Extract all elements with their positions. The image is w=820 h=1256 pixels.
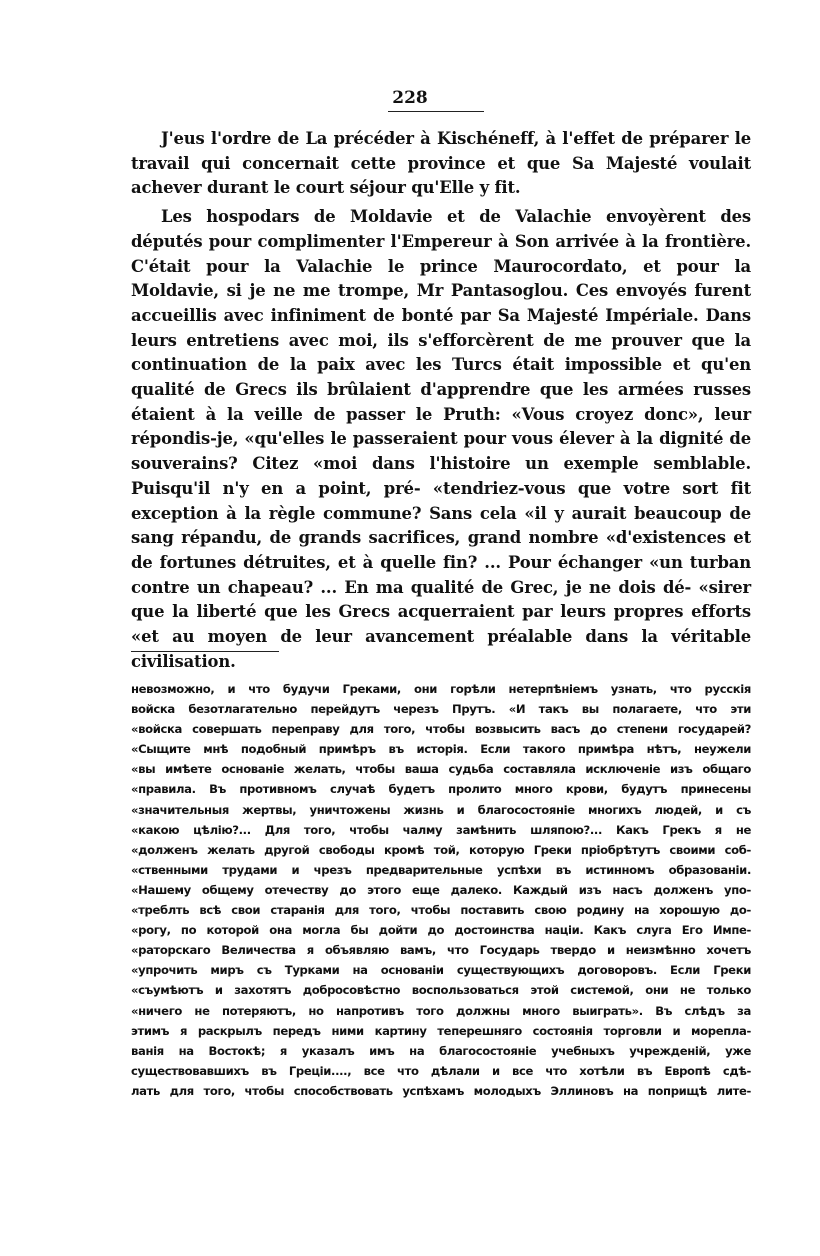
paragraph-1: J'eus l'ordre de La précéder à Kischéneff, à l'effet de préparer le travail qui concernait cette province et que Sa Majesté voulait achever durant le court séjour qu'Elle y fit. <box>131 129 751 198</box>
footnote-line: «ничего не потеряютъ, но напротивъ того должны много выиграть». Въ слѣдъ за <box>131 1003 751 1018</box>
footnote-line: этимъ я раскрылъ передъ ними картину теперешняго состоянія торговли и морепла- <box>131 1023 751 1038</box>
footnote-line: лать для того, чтобы способствовать успѣхамъ молодыхъ Эллиновъ на поприщѣ лите- <box>131 1083 751 1098</box>
footnote <box>131 679 751 1101</box>
footnote-line: «вы имѣете основаніе желать, чтобы ваша судьба составляла исключеніе изъ общаго <box>131 762 751 777</box>
footnote-line: «треблть всѣ свои старанія для того, чтобы поставить свою родину на хорошую до- <box>131 903 751 918</box>
main-text <box>131 127 751 674</box>
footnote-line: «упрочить миръ съ Турками на основаніи существующихъ договоровъ. Если Греки <box>131 963 751 978</box>
footnote-line: «съумѣютъ и захотятъ добросовѣстно воспользоваться этой системой, они не только <box>131 983 751 998</box>
footnote-line: невозможно, и что будучи Греками, они горѣли нетерпѣніемъ узнать, что русскія <box>131 682 751 696</box>
footnote-line: «Нашему общему отечеству до этого еще далеко. Каждый изъ насъ долженъ упо- <box>131 882 751 897</box>
footnote-line: «рогу, по которой она могла бы дойти до достоинства націи. Какъ слуга Его Импе- <box>131 923 751 938</box>
footnote-line: существовавшихъ въ Греціи...., все что дѣлали и все что хотѣли въ Европѣ сдѣ- <box>131 1063 751 1078</box>
footnote-line: «значительныя жертвы, уничтожены жизнь и благосостояніе многихъ людей, и съ <box>131 802 751 817</box>
footnote-separator <box>131 651 279 652</box>
footnote-line: «раторскаго Величества я объявляю вамъ, что Государь твердо и неизмѣнно хочетъ <box>131 943 751 958</box>
paragraph-2: Les hospodars de Moldavie et de Valachie envoyèrent des députés pour complimenter l'Empereur à Son arrivée à la frontière. C'était pour la Valachie le prince Maurocordato, et pour la Moldavie, si je ne me trompe, Mr Pantasoglou. Ces envoyés furent accueillis avec infiniment de bonté par Sa Majesté Impériale. Dans leurs entretiens avec moi, ils s'efforcèrent de me prouver que la continuation de la paix avec les Turcs était impossible et qu'en qualité de Grecs ils brûlaient d'apprendre que les armées russes étaient à la veille de passer le Pruth: «Vous croyez donc», leur répondis-je, «qu'elles le passeraient pour vous élever à la dignité de souverains? Citez «moi dans l'histoire un exemple semblable. Puisqu'il n'y en a point, pré- «tendriez-vous que votre sort fit exception à la règle commune? Sans cela «il y aurait beaucoup de sang répandu, de grands sacrifices, grand nombre «d'existences et de fortunes détruites, et à quelle fin? ... Pour échanger «un turban contre un chapeau? ... En ma qualité de Grec, je ne dois dé- «sirer que la liberté que les Grecs acquerraient par leurs propres efforts «et au moyen de leur avancement préalable dans la véritable civilisation. <box>131 207 751 671</box>
footnote-line: «войска совершать переправу для того, чтобы возвысить васъ до степени государей? <box>131 722 751 737</box>
page-number: 228 <box>392 88 428 108</box>
page-number-rule <box>388 111 484 112</box>
footnote-line: «правила. Въ противномъ случаѣ будетъ пролито много крови, будутъ принесены <box>131 782 751 797</box>
footnote-line: войска безотлагательно перейдутъ черезъ Прутъ. «И такъ вы полагаете, что эти <box>131 702 751 717</box>
footnote-line: «долженъ желать другой свободы кромѣ той, которую Греки пріобрѣтутъ своими соб- <box>131 842 751 857</box>
footnote-line: ванія на Востокѣ; я указалъ имъ на благосостояніе учебныхъ учрежденій, уже <box>131 1043 751 1058</box>
footnote-line: «Сыщите мнѣ подобный примѣръ въ исторія. Если такого примѣра нѣтъ, неужели <box>131 742 751 757</box>
footnote-line: «ственными трудами и чрезъ предварительные успѣхи въ истинномъ образованіи. <box>131 862 751 877</box>
footnote-line: «какою цѣлію?... Для того, чтобы чалму замѣнить шляпою?... Какъ Грекъ я не <box>131 822 751 837</box>
